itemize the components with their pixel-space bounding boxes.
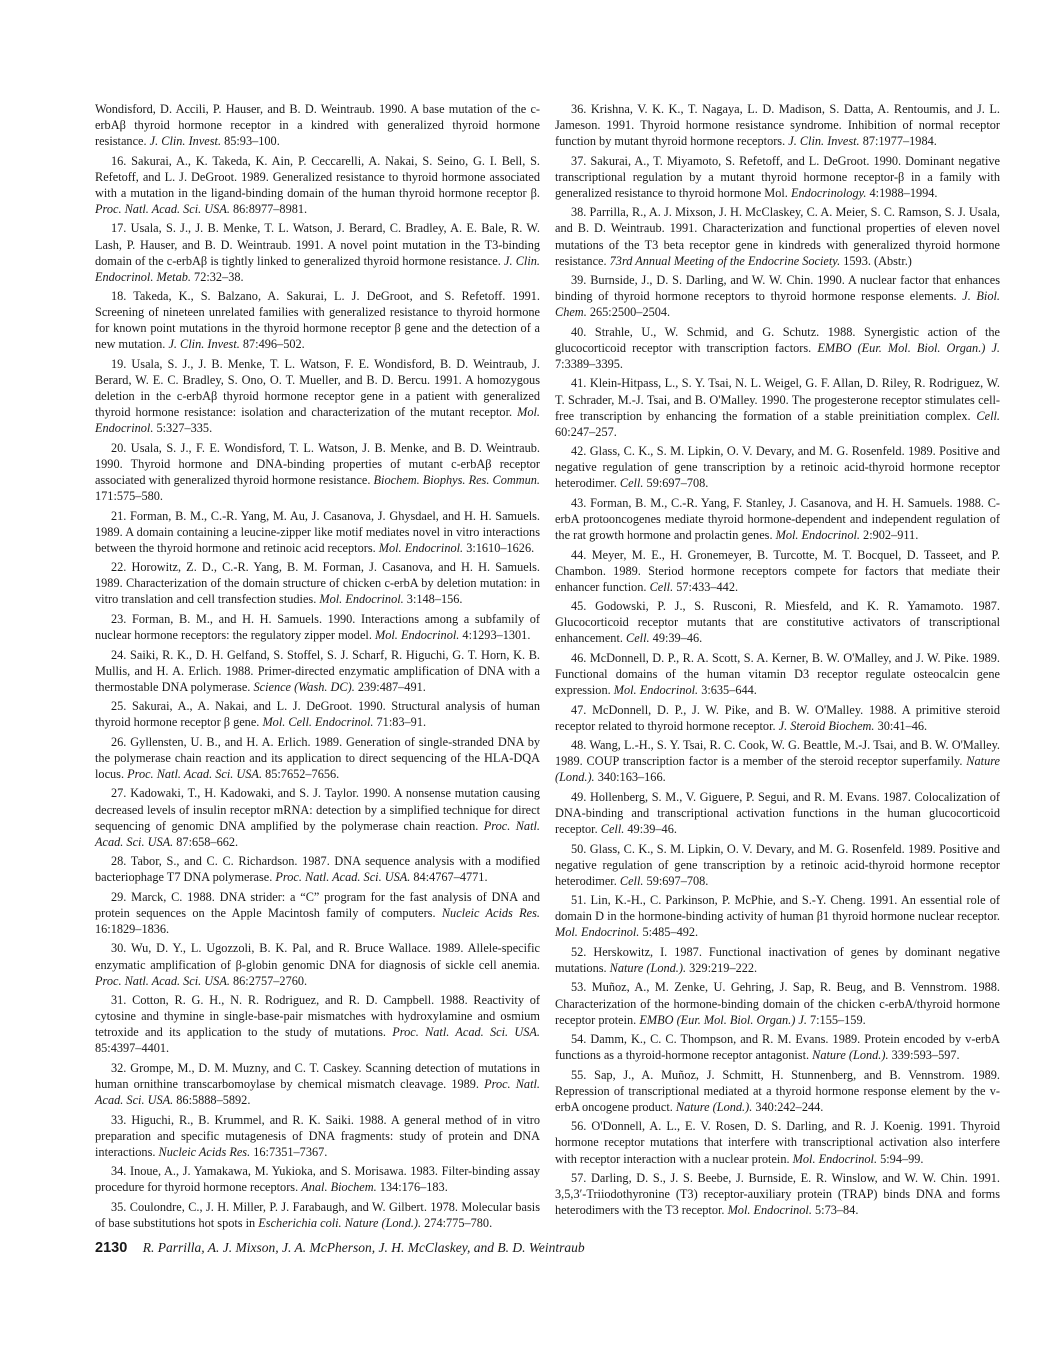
reference-text: 44. Meyer, M. E., H. Gronemeyer, B. Turcotte, M. T. Bocquel, D. Tasseet, and P. Chambon. 1989. Steriod hormone receptors compete for factors that mediate their enhancer function. <box>555 547 1000 594</box>
reference-text: 33. Higuchi, R., B. Krummel, and R. K. Saiki. 1988. A general method of in vitro preparation and specific mutagenesis of DNA fragments: study of protein and DNA interactions. <box>95 1112 540 1159</box>
reference-entry <box>555 153 1000 201</box>
reference-journal: Biochem. Biophys. Res. Commun. <box>373 473 540 488</box>
reference-entry <box>555 272 1000 320</box>
reference-journal: Mol. Endocrinol. <box>374 628 460 643</box>
reference-entry <box>555 547 1000 595</box>
reference-citation: 60:247–257. <box>555 424 617 439</box>
reference-journal: Mol. Endocrinol. <box>727 1203 812 1218</box>
reference-journal: Nature (Lond.). <box>555 754 1000 785</box>
reference-citation: 274:775–780. <box>421 1215 493 1230</box>
reference-entry <box>95 1163 540 1195</box>
reference-text: 40. Strahle, U., W. Schmid, and G. Schutz. 1988. Synergistic action of the glucocorticoid receptor with transcription factors. <box>555 324 1000 355</box>
reference-journal: J. Clin. Invest. <box>788 134 860 149</box>
reference-entry <box>95 508 540 556</box>
reference-citation: 30:41–46. <box>874 718 928 733</box>
reference-entry <box>555 1031 1000 1063</box>
reference-text: 47. McDonnell, D. P., J. W. Pike, and B. W. O'Malley. 1988. A primitive steroid receptor related to thyroid hormone receptor. <box>555 702 1000 733</box>
reference-entry <box>95 1112 540 1160</box>
reference-citation: 5:485–492. <box>639 925 699 940</box>
reference-entry <box>555 598 1000 646</box>
reference-citation: 3:635–644. <box>698 683 757 698</box>
reference-entry <box>95 1060 540 1108</box>
reference-journal: J. Steroid Biochem. <box>778 718 875 733</box>
reference-journal: EMBO (Eur. Mol. Biol. Organ.) J. <box>817 340 1001 355</box>
reference-text: 41. Klein-Hitpass, L., S. Y. Tsai, N. L. Weigel, G. F. Allan, D. Riley, R. Rodriguez, W. T. Schrader, M.-J. Tsai, and B. O'Malley. 1990. The progesterone receptor stimulates cell-free transcription by enhancing the formation of a stable preinitiation complex. <box>555 376 1000 423</box>
reference-text: 45. Godowski, P. J., S. Rusconi, R. Miesfeld, and K. R. Yamamoto. 1987. Glucocorticoid receptor mutants that are constitutive activators of transcriptional enhancement. <box>555 599 1000 646</box>
reference-text: 52. Herskowitz, I. 1987. Functional inactivation of genes by dominant negative mutations. <box>555 944 1000 975</box>
reference-journal: J. Clin. Endocrinol. Metab. <box>95 253 540 284</box>
reference-entry <box>555 944 1000 976</box>
reference-entry <box>95 1199 540 1231</box>
reference-journal: Escherichia coli. Nature (Lond.). <box>258 1215 422 1230</box>
reference-text: 42. Glass, C. K., S. M. Lipkin, O. V. Devary, and M. G. Rosenfeld. 1989. Positive and negative regulation of gene transcription by a retinoic acid-thyroid hormone receptor heterodimer. <box>555 444 1000 491</box>
reference-text: 51. Lin, K.-H., C. Parkinson, P. McPhie, and S.-Y. Cheng. 1991. An essential role of domain D in the hormone-binding activity of human β1 thyroid hormone nuclear receptor. <box>555 893 1000 924</box>
reference-column-right <box>555 101 1000 1222</box>
reference-citation: 87:496–502. <box>239 337 305 352</box>
reference-text: 24. Saiki, R. K., D. H. Gelfand, S. Stoffel, S. J. Scharf, R. Higuchi, G. T. Horn, K. B. Mullis, and H. A. Erlich. 1988. Primer-directed enzymatic amplification of DNA with a thermostable DNA polymerase. <box>95 647 540 694</box>
reference-journal: Proc. Natl. Acad. Sci. USA. <box>275 870 411 885</box>
reference-entry <box>95 853 540 885</box>
reference-text: 46. McDonnell, D. P., R. A. Scott, S. A. Kerner, B. W. O'Malley, and J. W. Pike. 1989. Functional domains of the human vitamin D3 receptor regulate osteocalcin gene expression. <box>555 650 1000 698</box>
reference-entry <box>555 841 1000 889</box>
reference-citation: 7:3389–3395. <box>555 356 623 371</box>
reference-entry <box>555 204 1000 268</box>
reference-entry <box>555 702 1000 734</box>
reference-text: 16. Sakurai, A., K. Takeda, K. Ain, P. Ceccarelli, A. Nakai, S. Seino, G. I. Bell, S. Refetoff, and L. J. DeGroot. 1989. Generalized resistance to thyroid hormone associated with a mutation in the ligand-binding domain of the human thyroid hormone receptor β. <box>95 153 540 200</box>
reference-text: 38. Parrilla, R., A. J. Mixson, J. H. McClaskey, C. A. Meier, S. C. Ramson, S. J. Usala, and B. D. Weintraub. 1991. Characterization and functional properties of eleven novel mutations of the T3 beta receptor gene in kindreds with generalized thyroid hormone resistance. <box>555 205 1000 268</box>
reference-journal: Nature (Lond.). <box>812 1048 889 1063</box>
reference-citation: 329:219–222. <box>686 960 758 975</box>
reference-text: 26. Gyllensten, U. B., and H. A. Erlich. 1989. Generation of single-stranded DNA by the polymerase chain reaction and its application to direct sequencing of the HLA-DQA locus. <box>95 734 540 781</box>
reference-journal: J. Clin. Invest. <box>168 337 240 352</box>
reference-citation: 57:433–442. <box>673 579 739 594</box>
reference-text: 32. Grompe, M., D. M. Muzny, and C. T. Caskey. Scanning detection of mutations in human ornithine transcarbomoylase by chemical mismatch cleavage. 1989. <box>95 1060 540 1091</box>
reference-journal: Cell. <box>626 631 650 646</box>
reference-entry <box>95 101 540 149</box>
reference-citation: 86:5888–5892. <box>173 1093 251 1108</box>
reference-text: 37. Sakurai, A., T. Miyamoto, S. Refetoff, and L. DeGroot. 1990. Dominant negative transcriptional regulation by a mutant thyroid hormone receptor-β in a family with generalized resistance to thyroid hormone Mol. <box>555 153 1000 200</box>
reference-journal: J. Clin. Invest. <box>149 134 222 149</box>
reference-citation: 5:94–99. <box>877 1151 924 1166</box>
reference-text: 25. Sakurai, A., A. Nakai, and L. J. DeGroot. 1990. Structural analysis of human thyroid hormone receptor β gene. <box>95 699 540 730</box>
reference-citation: 134:176–183. <box>376 1180 448 1195</box>
reference-entry <box>555 324 1000 372</box>
reference-journal: Mol. Endocrinol. <box>319 592 404 607</box>
reference-journal: Nucleic Acids Res. <box>441 905 540 920</box>
reference-journal: Proc. Natl. Acad. Sci. USA. <box>127 766 263 781</box>
reference-journal: Cell. <box>619 873 644 888</box>
reference-text: 43. Forman, B. M., C.-R. Yang, F. Stanley, J. Casanova, and H. H. Samuels. 1988. C-erbA protooncogenes mediate thyroid hormone-dependent and independent regulation of the rat growth hormone and prolactin genes. <box>555 495 1000 543</box>
reference-journal: Mol. Endocrinol. <box>792 1151 878 1166</box>
reference-citation: 4:1293–1301. <box>459 628 531 643</box>
reference-entry <box>95 611 540 643</box>
reference-citation: 84:4767–4771. <box>410 870 488 885</box>
reference-text: 18. Takeda, K., S. Balzano, A. Sakurai, L. J. DeGroot, and S. Refetoff. 1991. Screening of nineteen unrelated families with generalized resistance to thyroid hormone for known point mutations in the thyroid hormone receptor β gene and the detection of a new mutation. <box>95 289 540 352</box>
reference-journal: Cell. <box>600 822 625 837</box>
reference-text: 30. Wu, D. Y., L. Ugozzoli, B. K. Pal, and R. Bruce Wallace. 1989. Allele-specific enzymatic amplification of β-globin genomic DNA for diagnosis of sickle cell anemia. <box>95 941 540 972</box>
reference-text: 39. Burnside, J., D. S. Darling, and W. W. Chin. 1990. A nuclear factor that enhances binding of thyroid hormone receptors to thyroid hormone response elements. <box>555 273 1000 304</box>
reference-text: 28. Tabor, S., and C. C. Richardson. 1987. DNA sequence analysis with a modified bacteriophage T7 DNA polymerase. <box>95 854 540 885</box>
reference-text: 56. O'Donnell, A. L., E. V. Rosen, D. S. Darling, and R. J. Koenig. 1991. Thyroid hormone receptor mutations that interfere with transcriptional activation also interfere with receptor interaction with a nuclear protein. <box>555 1119 1000 1166</box>
reference-citation: 16:1829–1836. <box>95 921 170 936</box>
reference-text: 48. Wang, L.-H., S. Y. Tsai, R. C. Cook, W. G. Beattle, M.-J. Tsai, and B. W. O'Malley. 1989. COUP transcription factor is a member of the steroid receptor superfamily. <box>555 738 1000 769</box>
reference-text: 34. Inoue, A., J. Yamakawa, M. Yukioka, and S. Morisawa. 1983. Filter-binding assay procedure for thyroid hormone receptors. <box>95 1164 540 1195</box>
reference-journal: Proc. Natl. Acad. Sci. USA. <box>95 201 230 216</box>
reference-journal: Endocrinology. <box>790 185 867 200</box>
reference-citation: 3:1610–1626. <box>463 540 535 555</box>
reference-citation: 59:697–708. <box>643 873 709 888</box>
reference-journal: Nature (Lond.). <box>609 960 687 975</box>
reference-journal: J. Biol. Chem. <box>555 289 1000 320</box>
reference-text: 35. Coulondre, C., J. H. Miller, P. J. Farabaugh, and W. Gilbert. 1978. Molecular basis of base substitutions hot spots in <box>95 1199 540 1230</box>
reference-citation: 171:575–580. <box>95 489 163 504</box>
reference-citation: 2:902–911. <box>859 528 919 543</box>
reference-entry <box>95 889 540 937</box>
reference-entry <box>95 647 540 695</box>
reference-citation: 85:4397–4401. <box>95 1041 170 1056</box>
reference-entry <box>95 698 540 730</box>
reference-entry <box>555 375 1000 439</box>
reference-journal: Mol. Endocrinol. <box>555 925 640 940</box>
reference-citation: 71:83–91. <box>373 715 427 730</box>
reference-journal: Science (Wash. DC). <box>253 679 355 694</box>
reference-text: 17. Usala, S. J., J. B. Menke, T. L. Watson, J. Berard, C. Bradley, A. E. Bale, R. W. Lash, P. Hauser, and B. D. Weintraub. 1991. A novel point mutation in the T3-binding domain of the c-erbAβ is tightly linked to generalized thyroid hormone resistance. <box>95 221 540 268</box>
reference-entry <box>95 288 540 352</box>
reference-citation: 86:2757–2760. <box>229 973 308 988</box>
reference-entry <box>95 153 540 217</box>
reference-citation: 59:697–708. <box>643 476 709 491</box>
reference-journal: Proc. Natl. Acad. Sci. USA. <box>95 1076 540 1108</box>
reference-entry <box>555 495 1000 543</box>
reference-citation: 5:327–335. <box>153 421 213 436</box>
reference-journal: Proc. Natl. Acad. Sci. USA. <box>95 818 540 849</box>
reference-citation: 85:93–100. <box>221 134 280 149</box>
reference-text: 55. Sap, J., A. Muñoz, J. Schmitt, H. Stunnenberg, and B. Vennstrom. 1989. Repression of transcriptional mediated at a thyroid hormone response element by the v-erbA oncogene product. <box>555 1067 1000 1114</box>
reference-journal: Cell. <box>976 408 1000 423</box>
reference-citation: 239:487–491. <box>354 679 426 694</box>
page-number: 2130 <box>95 1240 128 1256</box>
reference-citation: 5:73–84. <box>811 1203 859 1218</box>
reference-text: 36. Krishna, V. K. K., T. Nagaya, L. D. Madison, S. Datta, A. Rentoumis, and J. L. Jameson. 1991. Thyroid hormone resistance syndrome. Inhibition of normal receptor function by mutant thyroid hormone receptors. <box>555 102 1000 149</box>
reference-citation: 7:155–159. <box>806 1012 866 1027</box>
reference-entry <box>555 1170 1000 1218</box>
reference-entry <box>555 650 1000 698</box>
reference-entry <box>95 734 540 782</box>
reference-text: 27. Kadowaki, T., H. Kadowaki, and S. J. Taylor. 1990. A nonsense mutation causing decreased levels of insulin receptor mRNA: detection by a simplified technique for direct sequencing of genomic DNA amplified by the polymerase chain reaction. <box>95 786 540 833</box>
reference-citation: 85:7652–7656. <box>262 766 340 781</box>
reference-journal: Proc. Natl. Acad. Sci. USA. <box>392 1025 541 1040</box>
reference-citation: 340:242–244. <box>752 1099 824 1114</box>
reference-entry <box>95 940 540 988</box>
reference-entry <box>95 785 540 849</box>
reference-entry <box>555 979 1000 1027</box>
reference-entry <box>95 220 540 284</box>
reference-citation: 49:39–46. <box>624 822 677 837</box>
reference-entry <box>555 101 1000 149</box>
reference-text: 54. Damm, K., C. C. Thompson, and R. M. Evans. 1989. Protein encoded by v-erbA functions as a thyroid-hormone receptor antagonist. <box>555 1032 1000 1063</box>
reference-journal: Mol. Endocrinol. <box>95 405 540 436</box>
reference-entry <box>555 789 1000 837</box>
reference-text: 31. Cotton, R. G. H., N. R. Rodriguez, and R. D. Campbell. 1988. Reactivity of cytosine and thymine in single-base-pair mismatches with hydroxylamine and osmium tetroxide and its application to the study of mutations. <box>95 993 540 1040</box>
reference-citation: 87:658–662. <box>173 834 239 849</box>
reference-citation: 340:163–166. <box>594 770 666 785</box>
reference-text: 19. Usala, S. J., J. B. Menke, T. L. Watson, F. E. Wondisford, B. D. Weintraub, J. Berard, W. E. C. Bradley, S. Ono, O. T. Mueller, and B. D. Bercu. 1991. A homozygous deletion in the c-erbAβ thyroid hormone receptor gene in a patient with generalized thyroid hormone resistance: isolation and characterization of the mutant receptor. <box>95 356 540 420</box>
reference-entry <box>95 440 540 504</box>
reference-citation: 1593. (Abstr.) <box>840 253 912 268</box>
reference-entry <box>555 443 1000 491</box>
reference-citation: 72:32–38. <box>190 269 244 284</box>
reference-text: 49. Hollenberg, S. M., V. Giguere, P. Segui, and R. M. Evans. 1987. Colocalization of DNA-binding and transcriptional activation functions in the human glucocorticoid receptor. <box>555 789 1000 837</box>
reference-text: 22. Horowitz, Z. D., C.-R. Yang, B. M. Forman, J. Casanova, and H. H. Samuels. 1989. Characterization of the domain structure of chicken c-erbA by deletion mutation: in vitro translation and cell transfection studies. <box>95 560 540 607</box>
reference-text: 20. Usala, S. J., F. E. Wondisford, T. L. Watson, J. B. Menke, and B. D. Weintraub. 1990. Thyroid hormone and DNA-binding properties of mutant c-erbAβ receptor associated with generalized thyroid hormone resistance. <box>95 440 540 488</box>
reference-text: 21. Forman, B. M., C.-R. Yang, M. Au, J. Casanova, J. Ghysdael, and H. H. Samuels. 1989. A domain containing a leucine-zipper like motif mediates novel in vitro interactions between the thyroid hormone and retinoic acid receptors. <box>95 508 540 555</box>
page-footer <box>95 1240 995 1257</box>
reference-citation: 339:593–597. <box>888 1048 960 1063</box>
reference-citation: 49:39–46. <box>649 631 703 646</box>
reference-text: 29. Marck, C. 1988. DNA strider: a “C” program for the fast analysis of DNA and protein sequences on the Apple Macintosh family of computers. <box>95 889 540 920</box>
reference-journal: Anal. Biochem. <box>301 1180 377 1195</box>
reference-entry <box>555 737 1000 785</box>
reference-journal: Cell. <box>619 476 644 491</box>
reference-citation: 86:8977–8981. <box>229 201 308 216</box>
reference-citation: 16:7351–7367. <box>250 1144 328 1159</box>
reference-journal: Mol. Cell. Endocrinol. <box>262 715 374 730</box>
reference-column-left <box>95 101 540 1234</box>
reference-text: 23. Forman, B. M., and H. H. Samuels. 1990. Interactions among a subfamily of nuclear hormone receptors: the regulatory zipper model. <box>95 611 540 643</box>
reference-entry <box>555 1118 1000 1166</box>
reference-journal: Nature (Lond.). <box>675 1099 753 1114</box>
reference-citation: 3:148–156. <box>403 592 463 607</box>
reference-journal: Mol. Endocrinol. <box>378 540 464 555</box>
running-authors: R. Parrilla, A. J. Mixson, J. A. McPherson, J. H. McClaskey, and B. D. Weintraub <box>142 1240 585 1255</box>
reference-journal: Mol. Endocrinol. <box>613 683 699 698</box>
reference-journal: Mol. Endocrinol. <box>775 528 860 543</box>
reference-journal: Proc. Natl. Acad. Sci. USA. <box>95 973 230 988</box>
reference-entry <box>95 992 540 1056</box>
reference-journal: EMBO (Eur. Mol. Biol. Organ.) J. <box>639 1012 807 1027</box>
reference-text: 50. Glass, C. K., S. M. Lipkin, O. V. Devary, and M. G. Rosenfeld. 1989. Positive and negative regulation of gene transcription by a retinoic acid-thyroid hormone receptor heterodimer. <box>555 841 1000 888</box>
reference-citation: 87:1977–1984. <box>859 134 937 149</box>
reference-text: Wondisford, D. Accili, P. Hauser, and B. D. Weintraub. 1990. A base mutation of the c-erbAβ thyroid hormone receptor in a kindred with generalized thyroid hormone resistance. <box>95 102 540 149</box>
reference-journal: Cell. <box>649 579 674 594</box>
reference-text: 53. Muñoz, A., M. Zenke, U. Gehring, J. Sap, R. Beug, and B. Vennstrom. 1988. Characterization of the hormone-binding domain of the chicken c-erbA/thyroid hormone receptor protein. <box>555 980 1000 1027</box>
reference-entry <box>555 892 1000 940</box>
reference-entry <box>95 559 540 607</box>
reference-entry <box>95 356 540 436</box>
reference-citation: 265:2500–2504. <box>586 305 671 320</box>
reference-journal: Nucleic Acids Res. <box>158 1144 251 1159</box>
reference-text: 57. Darling, D. S., J. S. Beebe, J. Burnside, E. R. Winslow, and W. W. Chin. 1991. 3,5,3′-Triiodothyronine (T3) receptor-auxiliary protein (TRAP) binds DNA and forms heterodimers with the T3 receptor. <box>555 1171 1000 1218</box>
reference-journal: 73rd Annual Meeting of the Endocrine Society. <box>609 253 841 268</box>
reference-entry <box>555 1067 1000 1115</box>
reference-citation: 4:1988–1994. <box>866 185 938 200</box>
